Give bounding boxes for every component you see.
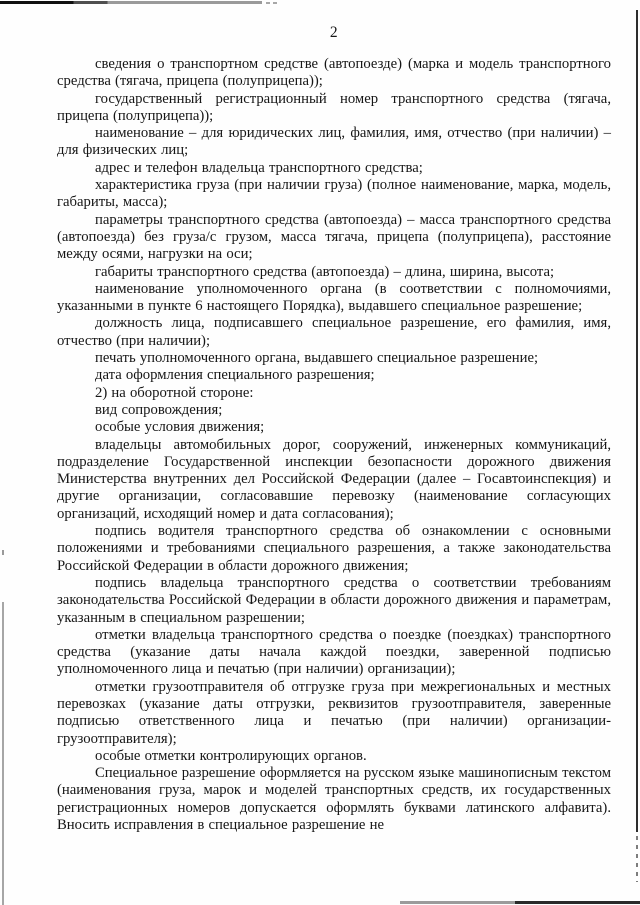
paragraph: отметки грузоотправителя об отгрузке груза при межрегиональных и местных перевозках (указание даты отгрузки, реквизитов грузоотправителя, заверенные подписью ответственного лица и печатью (при наличии) организации-грузоотправителя); xyxy=(57,678,611,747)
paragraph: характеристика груза (при наличии груза) (полное наименование, марка, модель, габариты, масса); xyxy=(57,177,611,211)
scan-artifact-right-edge-line xyxy=(636,10,638,832)
paragraph: отметки владельца транспортного средства о поездке (поездках) транспортного средства (указание даты начала каждой поездки, заверенной подписью уполномоченного лица и печатью (при наличии) организации); xyxy=(57,626,611,678)
paragraph: дата оформления специального разрешения; xyxy=(95,367,375,384)
paragraph: должность лица, подписавшего специальное разрешение, его фамилия, имя, отчество (при наличии); xyxy=(57,315,611,349)
paragraph: сведения о транспортном средстве (автопоезде) (марка и модель транспортного средства (тягача, прицепа (полуприцепа)); xyxy=(57,56,611,90)
page-number: 2 xyxy=(329,24,339,41)
scan-artifact-right-edge-tail xyxy=(636,836,638,882)
paragraph: подпись водителя транспортного средства об ознакомлении с основными положениями и требованиями специального разрешения, а также законодательства Российской Федерации в области дорожного движения; xyxy=(57,523,611,574)
paragraph: Специальное разрешение оформляется на русском языке машинописным текстом (наименования груза, марок и моделей транспортных средств, их государственных регистрационных номеров допускается оформлять буквами латинского алфавита). Вносить исправления в специальное разрешение не xyxy=(57,765,611,834)
scan-artifact-top-edge-line xyxy=(0,1,262,4)
paragraph: вид сопровождения; xyxy=(95,401,223,418)
paragraph: параметры транспортного средства (автопоезда) – масса транспортного средства (автопоезда) без груза/с грузом, масса тягача, прицепа (полуприцепа), расстояние между осями, нагрузки на оси; xyxy=(57,211,611,263)
paragraph: особые условия движения; xyxy=(95,419,265,436)
paragraph: особые отметки контролирующих органов. xyxy=(95,747,367,764)
scan-artifact-left-edge-line xyxy=(2,602,4,905)
paragraph: наименование – для юридических лиц, фамилия, имя, отчество (при наличии) – для физических лиц; xyxy=(57,125,611,159)
scan-artifact-bottom-edge-line xyxy=(400,901,640,904)
paragraph: печать уполномоченного органа, выдавшего специальное разрешение; xyxy=(95,350,539,367)
document-body xyxy=(57,24,611,834)
scan-artifact-left-edge-speck xyxy=(2,550,4,555)
paragraph: наименование уполномоченного органа (в соответствии с полномочиями, указанными в пункте 6 настоящего Порядка), выдавшего специальное разрешение; xyxy=(57,280,611,315)
paragraph: адрес и телефон владельца транспортного средства; xyxy=(95,159,423,176)
paragraph: подпись владельца транспортного средства о соответствии требованиям законодательства Российской Федерации в области дорожного движения и параметрам, указанным в специальном разрешении; xyxy=(57,574,611,626)
paragraph: габариты транспортного средства (автопоезда) – длина, ширина, высота; xyxy=(95,263,555,280)
paragraph: 2) на оборотной стороне: xyxy=(95,384,254,401)
paragraph: государственный регистрационный номер транспортного средства (тягача, прицепа (полуприцепа)); xyxy=(57,90,611,124)
paragraph: владельцы автомобильных дорог, сооружений, инженерных коммуникаций, подразделение Государственной инспекции безопасности дорожного движения Министерства внутренних дел Российской Федерации (далее – Госавтоинспекция) и другие организации, согласовавшие перевозку (наименование согласующих организаций, исходящий номер и дата согласования); xyxy=(57,436,611,522)
scan-artifact-top-edge-dash xyxy=(266,2,278,4)
